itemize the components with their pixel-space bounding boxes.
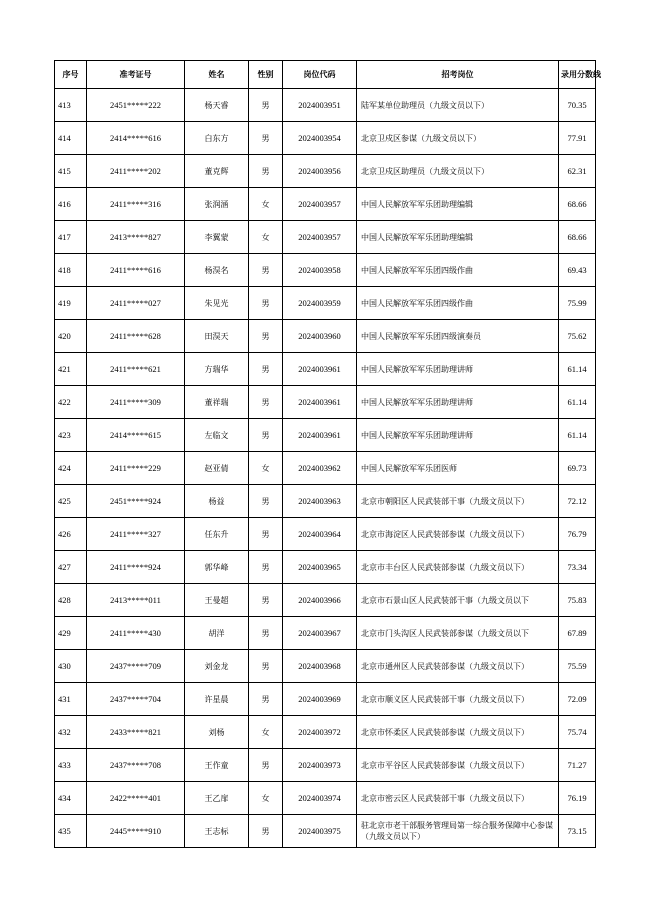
cell-sex: 男 [249, 815, 283, 848]
cell-score: 75.99 [559, 287, 596, 320]
cell-post: 北京卫戍区助理员（九级文员以下） [357, 155, 559, 188]
cell-code: 2024003972 [283, 716, 357, 749]
cell-ticket: 2437*****704 [87, 683, 185, 716]
cell-seq: 427 [55, 551, 87, 584]
cell-post: 北京市密云区人民武装部干事（九级文员以下） [357, 782, 559, 815]
cell-score: 61.14 [559, 353, 596, 386]
cell-name: 董祥瑞 [185, 386, 249, 419]
results-sheet [54, 60, 601, 848]
cell-name: 任东升 [185, 518, 249, 551]
cell-post: 中国人民解放军军乐团四级作曲 [357, 254, 559, 287]
cell-sex: 女 [249, 452, 283, 485]
cell-seq: 418 [55, 254, 87, 287]
cell-name: 王作童 [185, 749, 249, 782]
cell-post: 北京市海淀区人民武装部参谋（九级文员以下） [357, 518, 559, 551]
cell-seq: 431 [55, 683, 87, 716]
cell-seq: 435 [55, 815, 87, 848]
cell-sex: 男 [249, 122, 283, 155]
table-row [55, 320, 596, 353]
cell-code: 2024003959 [283, 287, 357, 320]
cell-code: 2024003964 [283, 518, 357, 551]
cell-score: 73.15 [559, 815, 596, 848]
cell-post: 中国人民解放军军乐团助理编辑 [357, 221, 559, 254]
header-name: 姓名 [185, 61, 249, 89]
cell-ticket: 2445*****910 [87, 815, 185, 848]
cell-score: 76.19 [559, 782, 596, 815]
header-sex: 性别 [249, 61, 283, 89]
table-row [55, 155, 596, 188]
table-row [55, 617, 596, 650]
cell-sex: 男 [249, 650, 283, 683]
cell-post: 北京市怀柔区人民武装部参谋（九级文员以下） [357, 716, 559, 749]
cell-code: 2024003957 [283, 221, 357, 254]
cell-sex: 男 [249, 254, 283, 287]
cell-ticket: 2411*****229 [87, 452, 185, 485]
cell-score: 75.74 [559, 716, 596, 749]
cell-sex: 男 [249, 89, 283, 122]
cell-score: 72.09 [559, 683, 596, 716]
cell-seq: 423 [55, 419, 87, 452]
cell-code: 2024003956 [283, 155, 357, 188]
cell-sex: 男 [249, 287, 283, 320]
cell-seq: 420 [55, 320, 87, 353]
cell-post: 驻北京市老干部服务管理局第一综合服务保障中心参谋（九级文员以下） [357, 815, 559, 848]
cell-score: 67.89 [559, 617, 596, 650]
cell-ticket: 2411*****628 [87, 320, 185, 353]
cell-sex: 男 [249, 518, 283, 551]
cell-ticket: 2411*****327 [87, 518, 185, 551]
cell-code: 2024003974 [283, 782, 357, 815]
table-row [55, 518, 596, 551]
cell-sex: 男 [249, 419, 283, 452]
cell-score: 75.83 [559, 584, 596, 617]
cell-name: 田淏天 [185, 320, 249, 353]
table-row [55, 749, 596, 782]
cell-name: 杨天睿 [185, 89, 249, 122]
cell-post: 中国人民解放军军乐团助理讲师 [357, 353, 559, 386]
table-row [55, 716, 596, 749]
cell-ticket: 2451*****222 [87, 89, 185, 122]
cell-sex: 男 [249, 386, 283, 419]
cell-seq: 432 [55, 716, 87, 749]
cell-seq: 419 [55, 287, 87, 320]
cell-post: 北京市石景山区人民武装部干事（九级文员以下 [357, 584, 559, 617]
cell-post: 北京市丰台区人民武装部参谋（九级文员以下） [357, 551, 559, 584]
cell-sex: 男 [249, 617, 283, 650]
cell-ticket: 2411*****924 [87, 551, 185, 584]
cell-score: 61.14 [559, 386, 596, 419]
cell-sex: 男 [249, 320, 283, 353]
cell-ticket: 2422*****401 [87, 782, 185, 815]
table-row [55, 419, 596, 452]
results-table [54, 60, 601, 848]
table-row [55, 89, 596, 122]
cell-seq: 433 [55, 749, 87, 782]
cell-sex: 男 [249, 353, 283, 386]
table-row [55, 584, 596, 617]
cell-name: 李翼蒙 [185, 221, 249, 254]
cell-score: 71.27 [559, 749, 596, 782]
table-row [55, 122, 596, 155]
cell-code: 2024003957 [283, 188, 357, 221]
cell-name: 郭华峰 [185, 551, 249, 584]
cell-name: 赵亚倩 [185, 452, 249, 485]
cell-ticket: 2437*****708 [87, 749, 185, 782]
cell-code: 2024003961 [283, 386, 357, 419]
table-row [55, 551, 596, 584]
cell-post: 中国人民解放军军乐团医师 [357, 452, 559, 485]
cell-name: 左临文 [185, 419, 249, 452]
cell-code: 2024003958 [283, 254, 357, 287]
header-row [55, 61, 596, 89]
cell-code: 2024003954 [283, 122, 357, 155]
header-code: 岗位代码 [283, 61, 357, 89]
cell-post: 中国人民解放军军乐团四级作曲 [357, 287, 559, 320]
cell-post: 北京卫戍区参谋（九级文员以下） [357, 122, 559, 155]
table-row [55, 650, 596, 683]
cell-sex: 男 [249, 485, 283, 518]
cell-score: 73.34 [559, 551, 596, 584]
cell-name: 董克辉 [185, 155, 249, 188]
cell-name: 张润涵 [185, 188, 249, 221]
header-score: 录用分数线 [559, 61, 596, 89]
cell-seq: 424 [55, 452, 87, 485]
cell-ticket: 2411*****616 [87, 254, 185, 287]
cell-seq: 434 [55, 782, 87, 815]
cell-post: 陆军某单位助理员（九级文员以下） [357, 89, 559, 122]
cell-seq: 422 [55, 386, 87, 419]
cell-seq: 415 [55, 155, 87, 188]
cell-score: 70.35 [559, 89, 596, 122]
cell-sex: 女 [249, 221, 283, 254]
cell-sex: 女 [249, 188, 283, 221]
cell-ticket: 2433*****821 [87, 716, 185, 749]
cell-score: 77.91 [559, 122, 596, 155]
cell-score: 72.12 [559, 485, 596, 518]
cell-score: 68.66 [559, 188, 596, 221]
table-row [55, 452, 596, 485]
cell-name: 许星晨 [185, 683, 249, 716]
cell-ticket: 2411*****202 [87, 155, 185, 188]
table-row [55, 485, 596, 518]
cell-name: 朱见光 [185, 287, 249, 320]
cell-code: 2024003965 [283, 551, 357, 584]
cell-name: 刘杨 [185, 716, 249, 749]
cell-seq: 421 [55, 353, 87, 386]
cell-name: 刘金龙 [185, 650, 249, 683]
cell-post: 中国人民解放军军乐团助理讲师 [357, 419, 559, 452]
cell-name: 王志标 [185, 815, 249, 848]
cell-post: 北京市顺义区人民武装部干事（九级文员以下） [357, 683, 559, 716]
cell-score: 69.73 [559, 452, 596, 485]
cell-name: 白东方 [185, 122, 249, 155]
cell-code: 2024003960 [283, 320, 357, 353]
cell-code: 2024003961 [283, 419, 357, 452]
cell-seq: 413 [55, 89, 87, 122]
cell-post: 中国人民解放军军乐团助理讲师 [357, 386, 559, 419]
cell-ticket: 2437*****709 [87, 650, 185, 683]
cell-code: 2024003966 [283, 584, 357, 617]
cell-score: 69.43 [559, 254, 596, 287]
cell-code: 2024003969 [283, 683, 357, 716]
cell-name: 王曼超 [185, 584, 249, 617]
cell-score: 62.31 [559, 155, 596, 188]
cell-ticket: 2411*****027 [87, 287, 185, 320]
cell-sex: 男 [249, 551, 283, 584]
cell-score: 75.62 [559, 320, 596, 353]
cell-code: 2024003963 [283, 485, 357, 518]
cell-seq: 429 [55, 617, 87, 650]
table-row [55, 386, 596, 419]
table-row [55, 287, 596, 320]
cell-name: 杨淏名 [185, 254, 249, 287]
cell-ticket: 2414*****616 [87, 122, 185, 155]
cell-ticket: 2451*****924 [87, 485, 185, 518]
cell-post: 北京市朝阳区人民武装部干事（九级文员以下） [357, 485, 559, 518]
cell-ticket: 2414*****615 [87, 419, 185, 452]
cell-code: 2024003975 [283, 815, 357, 848]
cell-code: 2024003968 [283, 650, 357, 683]
table-row [55, 815, 596, 848]
cell-sex: 男 [249, 155, 283, 188]
cell-ticket: 2411*****316 [87, 188, 185, 221]
cell-score: 61.14 [559, 419, 596, 452]
cell-score: 68.66 [559, 221, 596, 254]
table-row [55, 221, 596, 254]
cell-name: 胡洋 [185, 617, 249, 650]
table-row [55, 254, 596, 287]
cell-score: 76.79 [559, 518, 596, 551]
cell-post: 中国人民解放军军乐团四级演奏员 [357, 320, 559, 353]
cell-sex: 男 [249, 749, 283, 782]
cell-seq: 414 [55, 122, 87, 155]
cell-code: 2024003967 [283, 617, 357, 650]
cell-ticket: 2411*****309 [87, 386, 185, 419]
cell-ticket: 2411*****621 [87, 353, 185, 386]
cell-sex: 男 [249, 584, 283, 617]
cell-code: 2024003951 [283, 89, 357, 122]
cell-ticket: 2413*****011 [87, 584, 185, 617]
cell-sex: 女 [249, 716, 283, 749]
cell-sex: 女 [249, 782, 283, 815]
cell-code: 2024003961 [283, 353, 357, 386]
cell-ticket: 2411*****430 [87, 617, 185, 650]
cell-sex: 男 [249, 683, 283, 716]
table-row [55, 782, 596, 815]
cell-name: 王乙扉 [185, 782, 249, 815]
cell-seq: 426 [55, 518, 87, 551]
header-ticket: 准考证号 [87, 61, 185, 89]
cell-seq: 417 [55, 221, 87, 254]
cell-post: 中国人民解放军军乐团助理编辑 [357, 188, 559, 221]
cell-seq: 425 [55, 485, 87, 518]
cell-score: 75.59 [559, 650, 596, 683]
table-row [55, 683, 596, 716]
cell-code: 2024003973 [283, 749, 357, 782]
cell-ticket: 2413*****827 [87, 221, 185, 254]
cell-name: 杨益 [185, 485, 249, 518]
cell-name: 方瑞华 [185, 353, 249, 386]
cell-post: 北京市通州区人民武装部参谋（九级文员以下） [357, 650, 559, 683]
header-post: 招考岗位 [357, 61, 559, 89]
header-seq: 序号 [55, 61, 87, 89]
table-row [55, 188, 596, 221]
cell-seq: 428 [55, 584, 87, 617]
cell-post: 北京市平谷区人民武装部参谋（九级文员以下） [357, 749, 559, 782]
cell-seq: 430 [55, 650, 87, 683]
cell-code: 2024003962 [283, 452, 357, 485]
cell-seq: 416 [55, 188, 87, 221]
cell-post: 北京市门头沟区人民武装部参谋（九级文员以下 [357, 617, 559, 650]
table-row [55, 353, 596, 386]
